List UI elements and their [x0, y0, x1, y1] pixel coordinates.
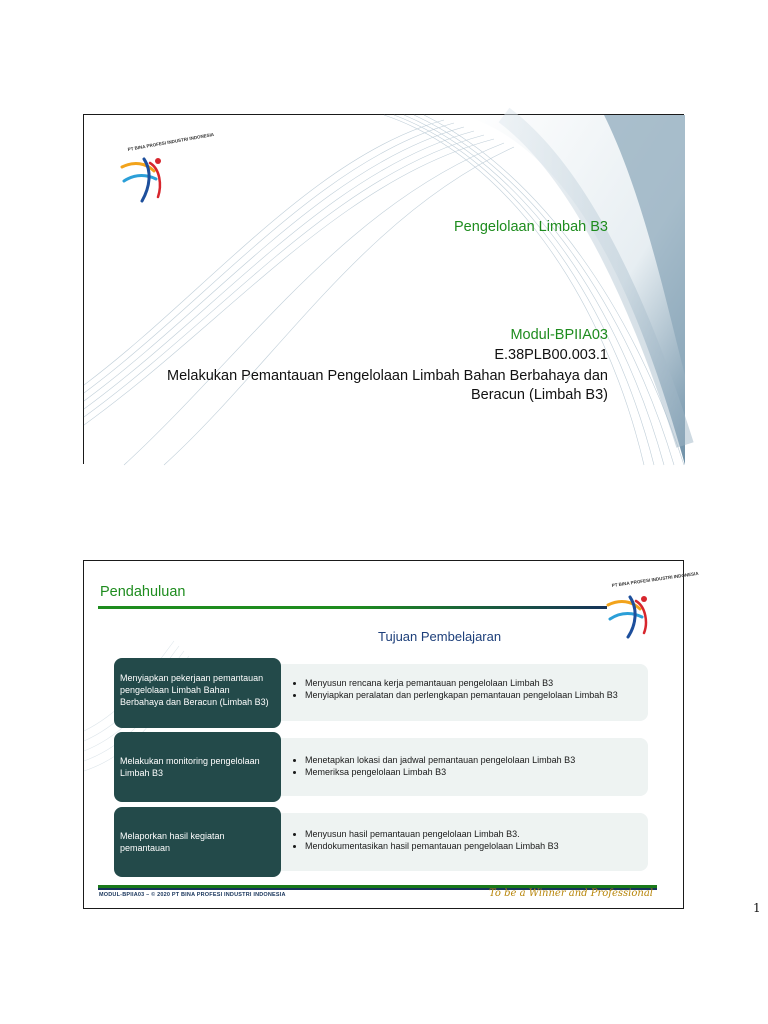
objective-bullet: • Mendokumentasikan hasil pemantauan pengelolaan Limbah B3: [305, 840, 638, 852]
slide-subtitle: [138, 367, 608, 405]
title-slide: [83, 114, 684, 464]
unit-code: E.38PLB00.003.1: [494, 347, 608, 363]
logo-text: PT BINA PROFESI INDUSTRI INDONESIA: [127, 131, 215, 152]
slide-heading: Pendahuluan: [100, 584, 186, 600]
page-number: 1: [753, 901, 761, 915]
logo-text: PT BINA PROFESI INDUSTRI INDONESIA: [611, 570, 699, 588]
objective-box-1: Menyiapkan pekerjaan pemantauan pengelolaan Limbah Bahan Berbahaya dan Beracun (Limbah B3): [114, 658, 281, 728]
footer-tagline: To be a Winner and Professional: [488, 888, 653, 899]
footer-copyright: MODUL-BPIIA03 – © 2020 PT BINA PROFESI INDUSTRI INDONESIA: [99, 892, 286, 898]
objective-box-2: Melakukan monitoring pengelolaan Limbah B3: [114, 732, 281, 802]
subtitle-line-1: Melakukan Pemantauan Pengelolaan Limbah Bahan Berbahaya dan: [167, 368, 608, 384]
objective-box-3: Melaporkan hasil kegiatan pemantauan: [114, 807, 281, 877]
objective-bullet: • Menyusun hasil pemantauan pengelolaan Limbah B3.: [305, 828, 638, 840]
objective-details-3: [281, 813, 648, 871]
company-logo: [602, 570, 699, 645]
heading-underline: [98, 606, 607, 609]
objective-bullet: • Memeriksa pengelolaan Limbah B3: [305, 766, 638, 778]
slide-title: Pengelolaan Limbah B3: [454, 219, 608, 235]
objective-details-2: [281, 738, 648, 796]
objective-bullet: • Menyusun rencana kerja pemantauan pengelolaan Limbah B3: [305, 677, 638, 689]
objectives-subheading: Tujuan Pembelajaran: [378, 629, 502, 644]
company-logo: [114, 131, 215, 210]
subtitle-line-2: Beracun (Limbah B3): [470, 387, 608, 403]
objectives-slide: [83, 560, 699, 909]
module-code: Modul-BPIIA03: [510, 327, 608, 343]
objective-details-1: [281, 664, 648, 721]
objective-bullet: • Menyiapkan peralatan dan perlengkapan pemantauan pengelolaan Limbah B3: [305, 689, 638, 701]
objective-bullet: • Menetapkan lokasi dan jadwal pemantauan pengelolaan Limbah B3: [305, 754, 638, 766]
